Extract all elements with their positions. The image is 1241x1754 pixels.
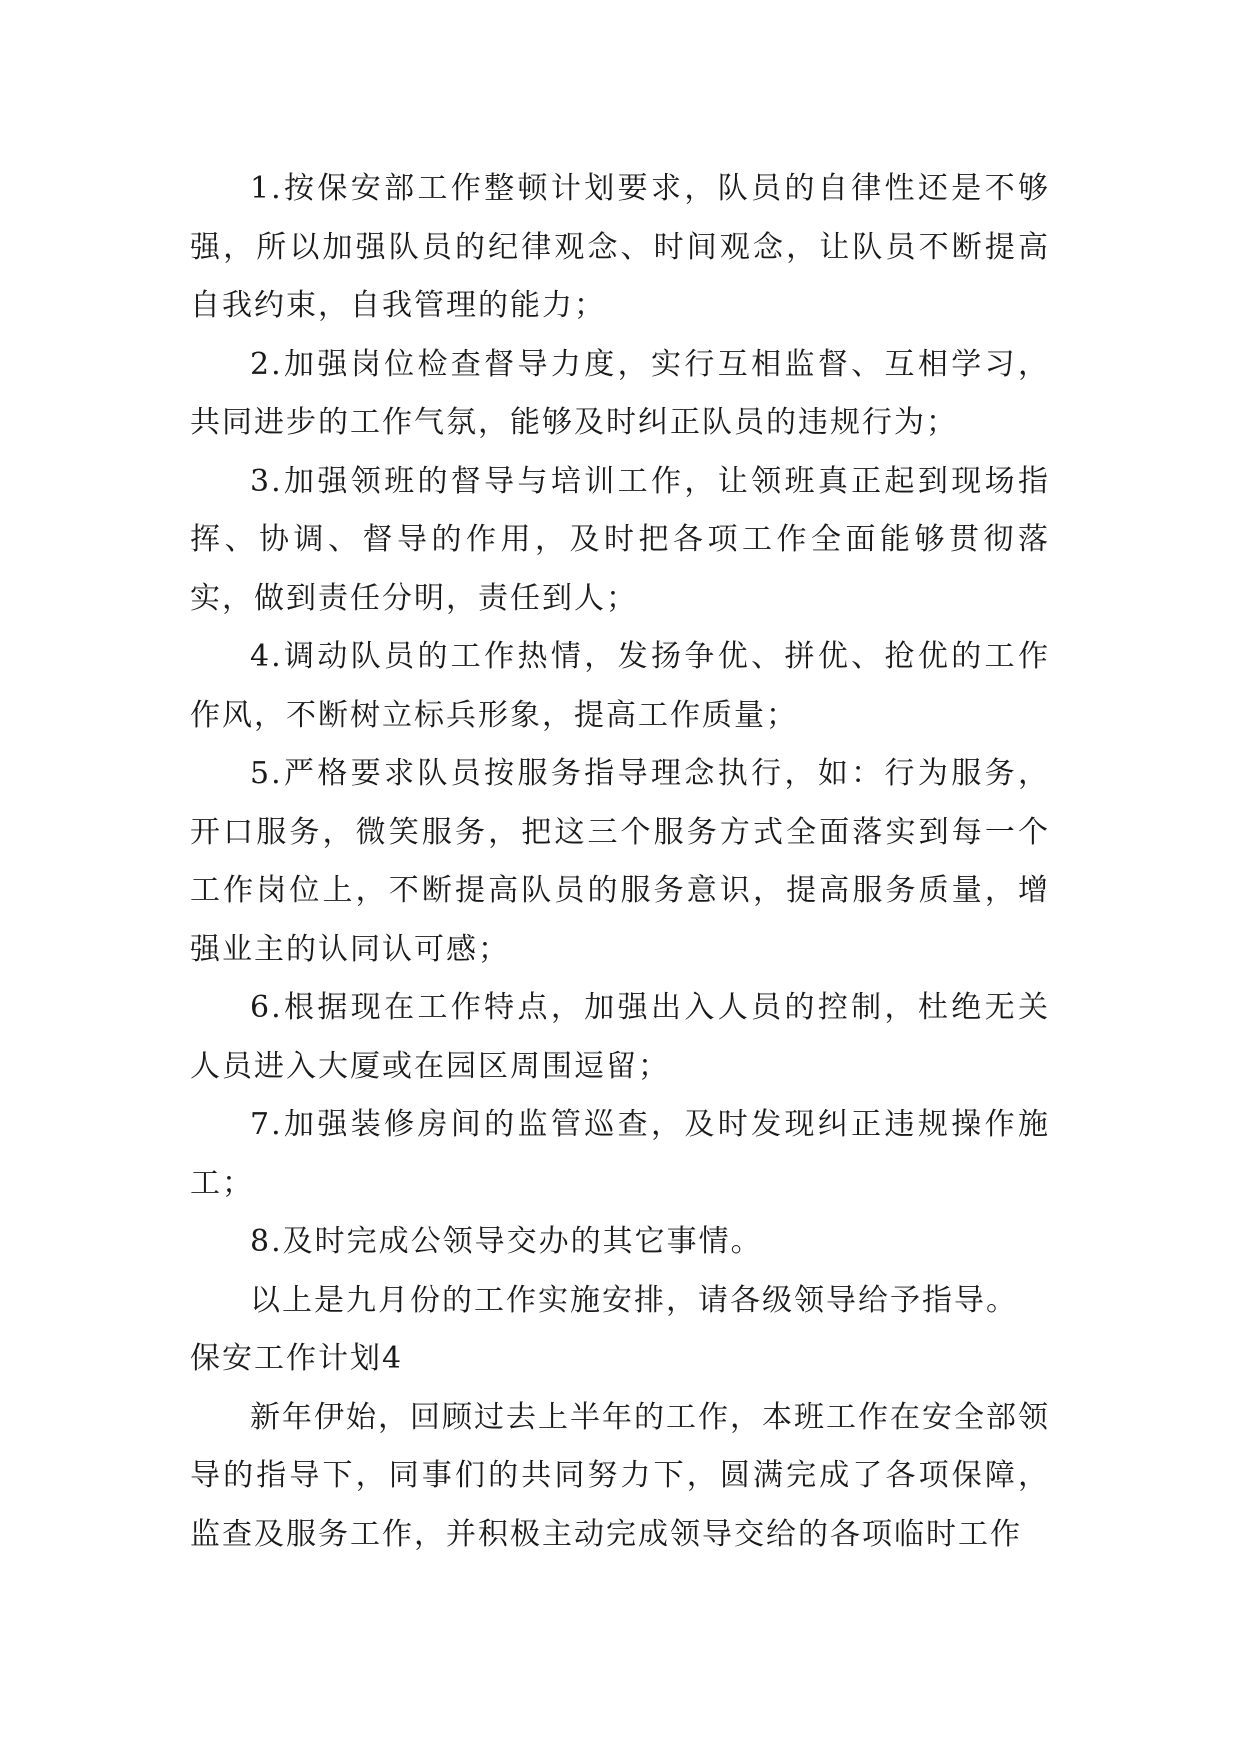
list-item-7: 7.加强装修房间的监管巡查，及时发现纠正违规操作施工；	[190, 1107, 1050, 1201]
list-item-2: 2.加强岗位检查督导力度，实行互相监督、互相学习，共同进步的工作气氛，能够及时纠正队员的违规行为；	[190, 346, 1050, 440]
list-item-8: 8.及时完成公领导交办的其它事情。	[250, 1224, 763, 1259]
list-item-6: 6.根据现在工作特点，加强出入人员的控制，杜绝无关人员进入大厦或在园区周围逗留；	[190, 990, 1050, 1084]
list-item-5: 5.严格要求队员按服务指导理念执行，如：行为服务，开口服务，微笑服务，把这三个服务方式全面落实到每一个工作岗位上，不断提高队员的服务意识，提高服务质量，增强业主的认同认可感；	[190, 756, 1050, 967]
list-item-4: 4.调动队员的工作热情，发扬争优、拼优、抢优的工作作风，不断树立标兵形象，提高工作质量；	[190, 639, 1050, 733]
section-title: 保安工作计划4	[190, 1341, 404, 1376]
document-body	[190, 160, 1050, 1564]
intro-paragraph: 新年伊始，回顾过去上半年的工作，本班工作在安全部领导的指导下，同事们的共同努力下，圆满完成了各项保障，监查及服务工作，并积极主动完成领导交给的各项临时工作	[190, 1399, 1050, 1552]
closing-paragraph: 以上是九月份的工作实施安排，请各级领导给予指导。	[250, 1282, 1018, 1318]
list-item-3: 3.加强领班的督导与培训工作，让领班真正起到现场指挥、协调、督导的作用，及时把各项工作全面能够贯彻落实，做到责任分明，责任到人；	[190, 463, 1050, 616]
list-item-1: 1.按保安部工作整顿计划要求，队员的自律性还是不够强，所以加强队员的纪律观念、时间观念，让队员不断提高自我约束，自我管理的能力；	[190, 171, 1050, 323]
